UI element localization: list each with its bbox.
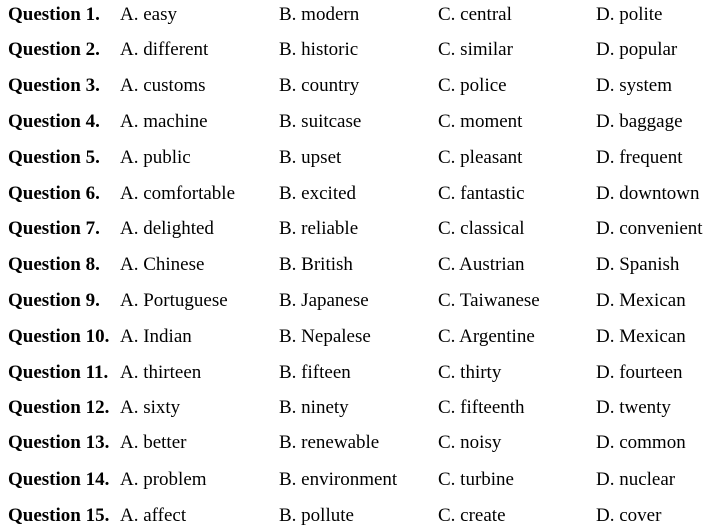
option-c: C. create xyxy=(438,505,506,526)
option-b: B. ninety xyxy=(279,397,349,418)
question-row xyxy=(0,465,718,495)
option-d: D. frequent xyxy=(596,147,683,168)
option-b: B. historic xyxy=(279,39,359,60)
option-c: C. fifteenth xyxy=(438,397,525,418)
option-b: B. Japanese xyxy=(279,290,369,311)
question-label: Question 14. xyxy=(8,469,110,490)
option-a: A. better xyxy=(120,432,187,453)
option-a: A. sixty xyxy=(120,397,181,418)
question-row xyxy=(0,107,718,137)
option-c: C. moment xyxy=(438,111,523,132)
question-row xyxy=(0,393,718,423)
option-b: B. fifteen xyxy=(279,362,351,383)
question-label: Question 6. xyxy=(8,183,100,204)
option-a: A. delighted xyxy=(120,218,214,239)
option-c: C. Taiwanese xyxy=(438,290,540,311)
question-row xyxy=(0,358,718,388)
option-a: A. machine xyxy=(120,111,208,132)
question-label: Question 13. xyxy=(8,432,110,453)
option-d: D. Mexican xyxy=(596,290,686,311)
option-b: B. excited xyxy=(279,183,357,204)
question-label: Question 3. xyxy=(8,75,100,96)
question-label: Question 10. xyxy=(8,326,110,347)
option-a: A. easy xyxy=(120,4,177,25)
question-row xyxy=(0,0,718,30)
option-a: A. affect xyxy=(120,505,187,526)
option-d: D. Spanish xyxy=(596,254,680,275)
option-d: D. fourteen xyxy=(596,362,683,383)
question-label: Question 2. xyxy=(8,39,100,60)
option-b: B. Nepalese xyxy=(279,326,371,347)
option-d: D. polite xyxy=(596,4,663,25)
option-a: A. Indian xyxy=(120,326,192,347)
option-d: D. nuclear xyxy=(596,469,676,490)
question-label: Question 11. xyxy=(8,362,109,383)
option-b: B. environment xyxy=(279,469,398,490)
question-label: Question 5. xyxy=(8,147,100,168)
question-row xyxy=(0,501,718,531)
option-d: D. cover xyxy=(596,505,662,526)
option-a: A. different xyxy=(120,39,209,60)
question-row xyxy=(0,179,718,209)
option-a: A. public xyxy=(120,147,191,168)
question-label: Question 7. xyxy=(8,218,100,239)
option-c: C. police xyxy=(438,75,507,96)
option-c: C. central xyxy=(438,4,512,25)
question-row xyxy=(0,35,718,65)
option-b: B. renewable xyxy=(279,432,380,453)
option-a: A. customs xyxy=(120,75,206,96)
option-b: B. country xyxy=(279,75,360,96)
question-row xyxy=(0,250,718,280)
question-label: Question 1. xyxy=(8,4,100,25)
option-a: A. thirteen xyxy=(120,362,202,383)
option-d: D. twenty xyxy=(596,397,671,418)
option-c: C. Austrian xyxy=(438,254,525,275)
option-a: A. Portuguese xyxy=(120,290,228,311)
option-b: B. pollute xyxy=(279,505,354,526)
option-a: A. problem xyxy=(120,469,207,490)
option-d: D. popular xyxy=(596,39,678,60)
option-b: B. suitcase xyxy=(279,111,362,132)
option-c: C. fantastic xyxy=(438,183,525,204)
option-a: A. comfortable xyxy=(120,183,236,204)
option-c: C. noisy xyxy=(438,432,502,453)
question-label: Question 15. xyxy=(8,505,110,526)
question-row xyxy=(0,214,718,244)
question-label: Question 4. xyxy=(8,111,100,132)
option-c: C. pleasant xyxy=(438,147,523,168)
option-a: A. Chinese xyxy=(120,254,205,275)
option-c: C. thirty xyxy=(438,362,502,383)
question-row xyxy=(0,428,718,458)
option-b: B. British xyxy=(279,254,353,275)
question-label: Question 12. xyxy=(8,397,110,418)
option-c: C. similar xyxy=(438,39,513,60)
question-row xyxy=(0,71,718,101)
option-d: D. system xyxy=(596,75,672,96)
question-label: Question 8. xyxy=(8,254,100,275)
option-d: D. convenient xyxy=(596,218,703,239)
option-c: C. Argentine xyxy=(438,326,535,347)
option-d: D. downtown xyxy=(596,183,700,204)
option-d: D. common xyxy=(596,432,686,453)
option-b: B. reliable xyxy=(279,218,359,239)
option-b: B. upset xyxy=(279,147,342,168)
option-c: C. turbine xyxy=(438,469,514,490)
question-label: Question 9. xyxy=(8,290,100,311)
option-c: C. classical xyxy=(438,218,525,239)
option-d: D. baggage xyxy=(596,111,683,132)
option-b: B. modern xyxy=(279,4,360,25)
question-row xyxy=(0,286,718,316)
question-row xyxy=(0,143,718,173)
question-row xyxy=(0,322,718,352)
option-d: D. Mexican xyxy=(596,326,686,347)
